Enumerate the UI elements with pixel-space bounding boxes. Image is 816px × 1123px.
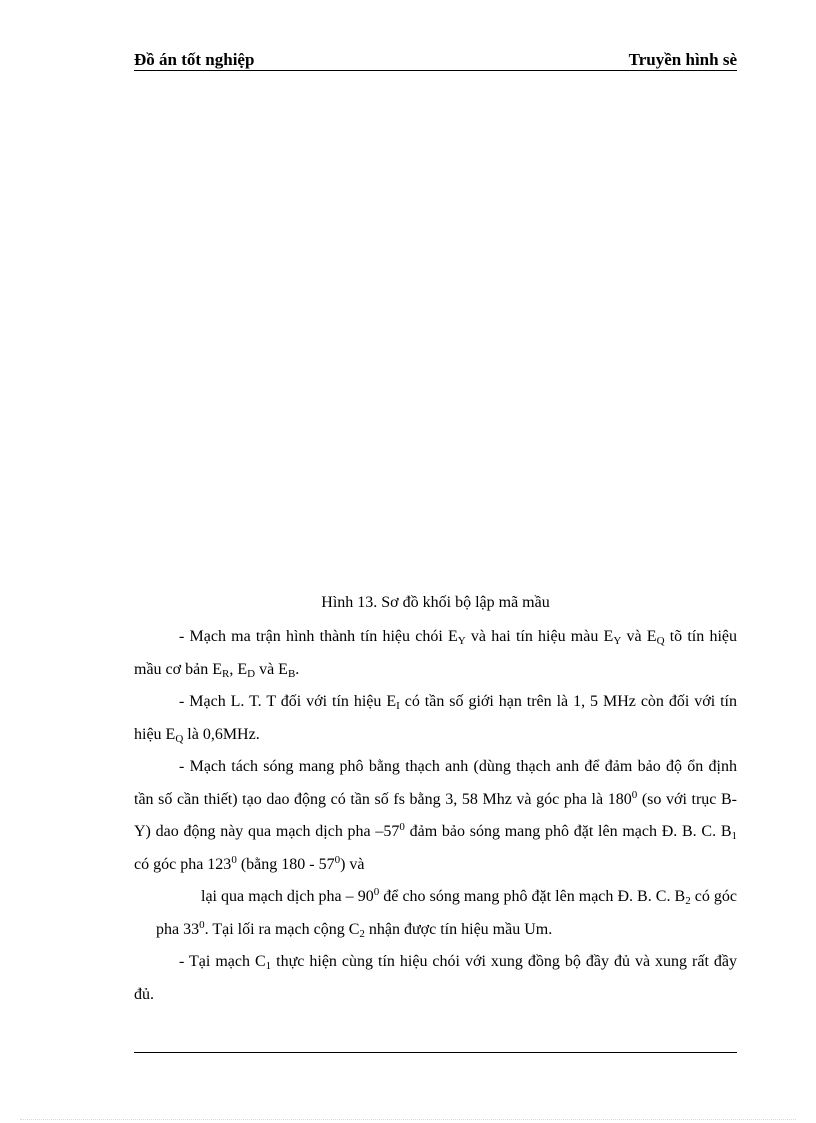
text: . (295, 660, 300, 678)
text: và E (255, 660, 288, 678)
superscript: 0 (631, 788, 638, 801)
subscript: B (287, 667, 296, 680)
text: là 0,6MHz. (183, 725, 260, 743)
figure-placeholder (134, 90, 737, 580)
subscript: 1 (731, 830, 738, 842)
body-text (134, 621, 737, 1011)
text: có góc pha 123 (134, 855, 232, 873)
paragraph-subcarrier-oscillator (134, 751, 737, 881)
superscript: 0 (231, 853, 237, 866)
text: tõ tín hiệu mầu cơ bản E (134, 628, 738, 678)
subscript: R (221, 667, 230, 680)
paragraph-matrix-circuit (134, 621, 737, 686)
subscript: 2 (685, 895, 691, 907)
subscript: D (247, 667, 256, 680)
paragraph-sync-circuit (134, 946, 737, 1011)
text: . Tại lối ra mạch cộng C (204, 920, 360, 938)
text: đảm bảo sóng mang phô đặt lên mạch Đ. B. C. B (404, 823, 732, 840)
header-document-type: Đồ án tốt nghiệp (134, 50, 255, 69)
paragraph-phase-shift (134, 881, 737, 946)
footer-divider (134, 1052, 737, 1053)
paragraph-filter-circuit (134, 686, 737, 751)
text: và E (621, 628, 657, 645)
superscript: 0 (373, 886, 380, 898)
text: - Mạch tách sóng mang phô bằng thạch anh (dùng thạch anh để đảm bảo độ ổn định tần số cần thiết) tạo dao động có tần số fs bằng 3, 58 Mhz và góc pha là 180 (134, 758, 737, 808)
text: có góc pha 33 (156, 888, 738, 938)
text: có tần số giới hạn trên là 1, 5 MHz còn đối với tín hiệu E (134, 693, 737, 743)
header-divider (134, 70, 737, 71)
subscript: 1 (265, 960, 272, 972)
text: (bằng 180 - 57 (236, 855, 335, 873)
text: nhận được tín hiệu mầu Um. (364, 920, 553, 938)
subscript: Q (175, 732, 184, 745)
subscript: Y (457, 635, 466, 647)
page-edge (20, 1119, 796, 1120)
superscript: 0 (399, 821, 405, 833)
text: ) và (340, 855, 365, 873)
subscript: 2 (359, 927, 365, 940)
header-topic: Truyền hình sè (628, 50, 737, 69)
subscript: I (396, 700, 400, 712)
superscript: 0 (199, 918, 205, 931)
text: - Mạch L. T. T đối với tín hiệu E (179, 693, 397, 710)
text: - Tại mạch C (179, 953, 266, 970)
superscript: 0 (334, 853, 341, 866)
subscript: Y (613, 635, 622, 647)
text: lại qua mạch dịch pha – 90 (201, 888, 374, 905)
text: thực hiện cùng tín hiệu chói với xung đồng bộ đầy đủ và xung rất đầy đủ. (134, 953, 738, 1003)
text: - Mạch ma trận hình thành tín hiệu chói E (179, 628, 458, 645)
text: để cho sóng mang phô đặt lên mạch Đ. B. C. B (379, 888, 686, 905)
text: (so với trục B-Y) dao động này qua mạch dịch pha –57 (134, 790, 737, 840)
figure-caption: Hình 13. Sơ đồ khối bộ lập mã mầu (321, 594, 550, 611)
text: , E (229, 660, 248, 678)
text: và hai tín hiệu màu E (465, 628, 614, 645)
page-header (134, 50, 737, 70)
subscript: Q (656, 635, 665, 647)
